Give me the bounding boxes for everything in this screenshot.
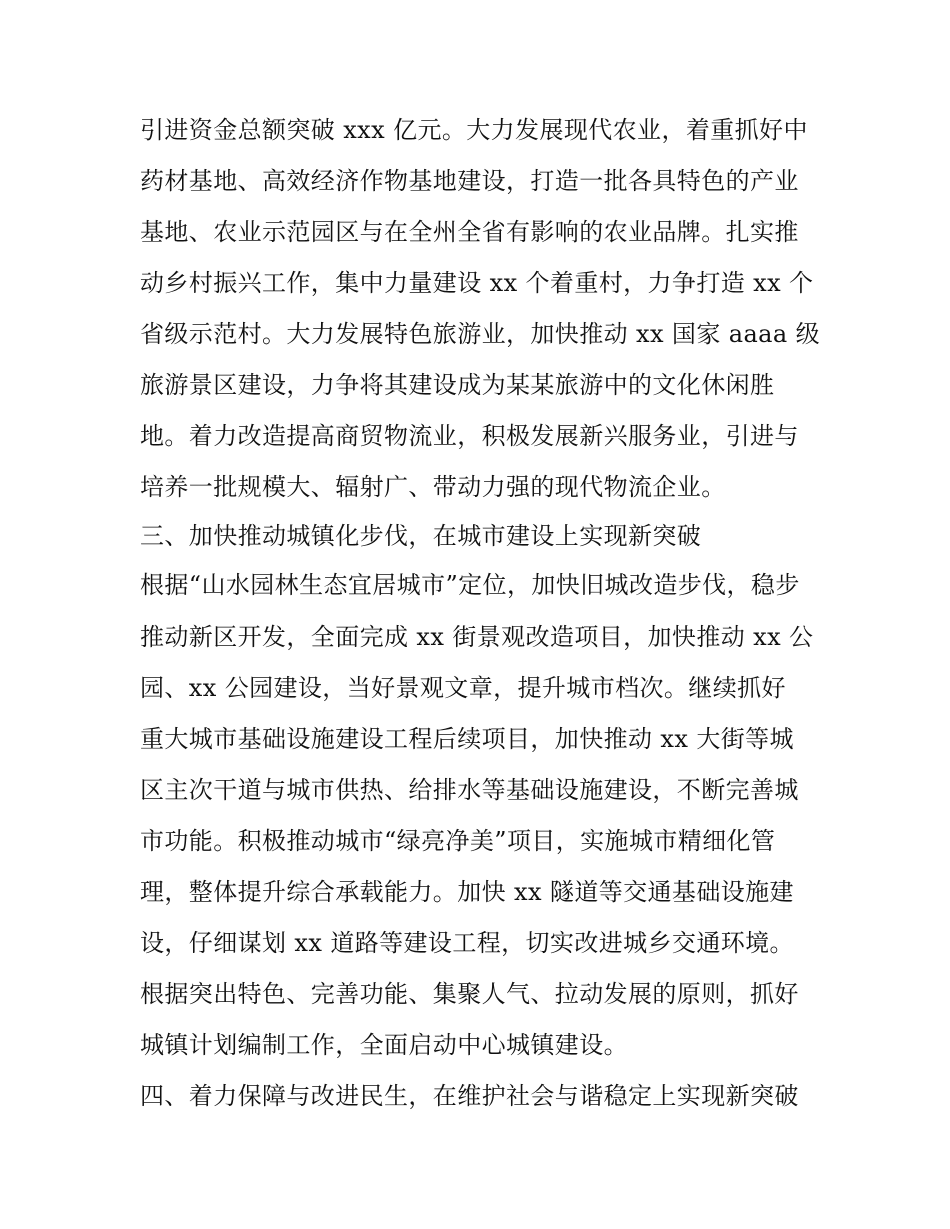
- text-line: 根据“山水园林生态宜居城市”定位，加快旧城改造步伐，稳步: [140, 571, 800, 599]
- text-line: 园、xx 公园建设，当好景观文章，提升城市档次。继续抓好: [140, 674, 786, 702]
- text-line: 旅游景区建设，力争将其建设成为某某旅游中的文化休闲胜: [140, 371, 775, 399]
- text-line: 动乡村振兴工作，集中力量建设 xx 个着重村，力争打造 xx 个: [140, 269, 814, 297]
- text-line: 城镇计划编制工作，全面启动中心城镇建设。: [140, 1031, 628, 1059]
- text-line: 根据突出特色、完善功能、集聚人气、拉动发展的原则，抓好: [140, 980, 799, 1008]
- section-heading: 三、加快推动城镇化步伐，在城市建设上实现新突破: [140, 522, 702, 550]
- text-line: 培养一批规模大、辐射广、带动力强的现代物流企业。: [140, 473, 726, 501]
- text-line: 重大城市基础设施建设工程后续项目，加快推动 xx 大街等城: [140, 725, 794, 753]
- text-line: 省级示范村。大力发展特色旅游业，加快推动 xx 国家 aaaa 级: [140, 320, 821, 348]
- text-line: 市功能。积极推动城市“绿亮净美”项目，实施城市精细化管: [140, 827, 776, 855]
- text-line: 基地、农业示范园区与在全州全省有影响的农业品牌。扎实推: [140, 218, 799, 246]
- text-line: 区主次干道与城市供热、给排水等基础设施建设，不断完善城: [140, 776, 799, 804]
- text-line: 引进资金总额突破 xxx 亿元。大力发展现代农业，着重抓好中: [140, 116, 808, 144]
- text-line: 理，整体提升综合承载能力。加快 xx 隧道等交通基础设施建: [140, 878, 794, 906]
- text-line: 药材基地、高效经济作物基地建设，打造一批各具特色的产业: [140, 167, 799, 195]
- section-heading: 四、着力保障与改进民生，在维护社会与谐稳定上实现新突破: [140, 1082, 799, 1110]
- text-line: 设，仔细谋划 xx 道路等建设工程，切实改进城乡交通环境。: [140, 929, 794, 957]
- text-line: 地。着力改造提高商贸物流业，积极发展新兴服务业，引进与: [140, 422, 799, 450]
- text-line: 推动新区开发，全面完成 xx 街景观改造项目，加快推动 xx 公: [140, 623, 814, 651]
